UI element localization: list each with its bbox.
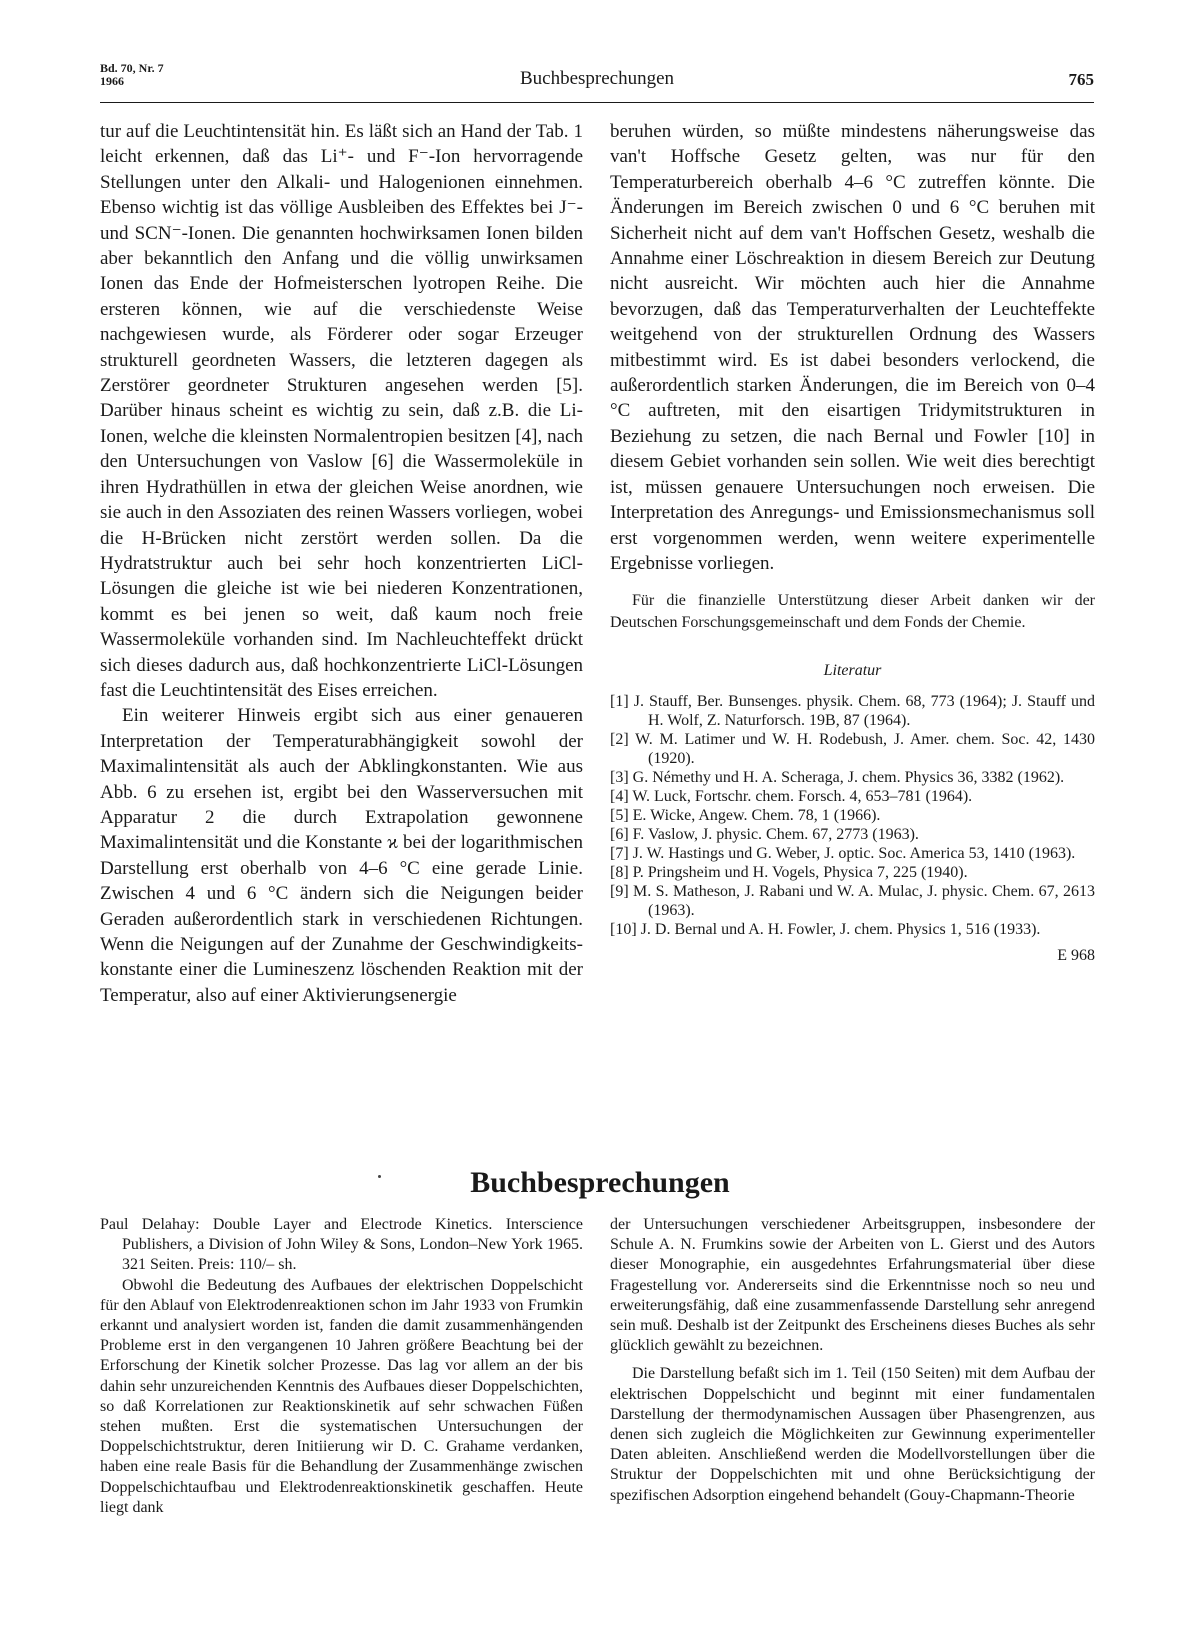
- article-code: E 968: [1057, 947, 1095, 965]
- review-paragraph: Die Darstellung befaßt sich im 1. Teil (150 Seiten) mit dem Aufbau der elektrischen Doppelschicht und beginnt mit einer fundamentalen Darstellung der thermodynamischen Aussagen über Phasengrenzen, aus denen sich zugleich die Möglichkeiten zur Gewinnung experimenteller Daten ableiten. Anschließend werden die Modellvorstellungen über die Struktur der Doppelschichten mit und ohne Berücksichtigung der spezifischen Adsorption eingehend behandelt (Gouy-Chapmann-Theorie: [610, 1365, 1095, 1504]
- review-left-column: [100, 1215, 583, 1518]
- reference-item: [2] W. M. Latimer und W. H. Rodebush, J. Amer. chem. Soc. 42, 1430 (1920).: [610, 731, 1095, 768]
- volume-line: Bd. 70, Nr. 7: [100, 61, 164, 75]
- book-citation: Paul Delahay: Double Layer and Electrode Kinetics. Interscience Publishers, a Division of John Wiley & Sons, London–New York 1965. 321 Seiten. Preis: 110/– sh.: [100, 1216, 583, 1274]
- body-paragraph: beruhen würden, so müßte mindestens näherungsweise das van't Hoffsche Gesetz gelten, was nur für den Temperaturbereich oberhalb 4–6 °C zutreffen könnte. Die Änderungen im Bereich zwischen 0 und 6 °C beruhen mit Sicherheit nicht auf dem van't Hoffschen Gesetz, weshalb die Annahme einer Löschreaktion in diesem Bereich zur Deutung nicht ausreicht. Wir möchten auch hier die Annahme bevorzugen, daß das Temperaturverhalten der Leuchteffekte weitgehend von der strukturellen Ordnung des Wassers mitbestimmt wird. Es ist dabei besonders verlockend, die außerordentlich starken Änderungen, die im Bereich von 0–4 °C auftreten, mit den eisartigen Tridymitstrukturen in Beziehung zu setzen, die nach Bernal und Fowler [10] in diesem Gebiet vorhanden sein sollen. Wie weit dies berechtigt ist, müssen genauere Untersuchungen noch erweisen. Die Interpretation des Anregungs- und Emissionsmechanismus soll erst vorgenommen werden, wenn weitere experimentelle Ergebnisse vorliegen.: [610, 121, 1095, 574]
- review-paragraph: der Untersuchungen verschiedener Arbeitsgruppen, insbesondere der Schule A. N. Frumkins sowie der Arbeiten von L. Gierst und des Autors dieser Monographie, ein ausgedehntes Erfahrungsmaterial über diese Fragestellung vor. Andererseits sind die Erkenntnisse noch so neu und erweiterungsfähig, daß eine zusammenfassende Darstellung sehr anregend sein muß. Deshalb ist der Zeitpunkt des Erscheinens dieses Buches als sehr glücklich gewählt zu bezeichnen.: [610, 1216, 1095, 1355]
- running-title: Buchbesprechungen: [519, 68, 675, 89]
- reference-item: [1] J. Stauff, Ber. Bunsenges. physik. Chem. 68, 773 (1964); J. Stauff und H. Wolf, Z. Naturforsch. 19B, 87 (1964).: [610, 693, 1095, 730]
- review-right-column: [610, 1215, 1095, 1506]
- year-line: 1966: [100, 74, 124, 88]
- reference-item: [5] E. Wicke, Angew. Chem. 78, 1 (1966).: [610, 807, 881, 825]
- section-title: Buchbesprechungen: [470, 1166, 730, 1199]
- literature-heading: Literatur: [823, 662, 882, 680]
- reference-item: [8] P. Pringsheim und H. Vogels, Physica 7, 225 (1940).: [610, 864, 968, 882]
- reference-item: [10] J. D. Bernal und A. H. Fowler, J. chem. Physics 1, 516 (1933).: [610, 921, 1041, 939]
- acknowledgement: Für die finanzielle Unterstützung dieser Arbeit danken wir der Deutschen Forschungsgemeinschaft und dem Fonds der Chemie.: [610, 592, 1095, 632]
- right-column: [610, 119, 1095, 965]
- body-paragraph: tur auf die Leuchtintensität hin. Es läßt sich an Hand der Tab. 1 leicht erkennen, daß das Li⁺- und F⁻-Ion hervorragende Stellungen unter den Alkali- und Halogenionen einnehmen. Ebenso wichtig ist das völlige Ausbleiben des Effektes bei J⁻- und SCN⁻-Ionen. Die genannten hochwirksamen Ionen bilden aber bekanntlich den Anfang und die völlig unwirksamen Ionen das Ende der Hofmeisterschen lyotropen Reihe. Die ersteren können, wie auf die verschiedenste Weise nachgewiesen wurde, als Förderer oder sogar Erzeuger strukturell geordneten Wassers, die letzteren dagegen als Zerstörer geordneter Strukturen angesehen werden [5]. Darüber hinaus scheint es wichtig zu sein, daß z.B. die Li-Ionen, welche die kleinsten Normalentropien besitzen [4], nach den Untersuchungen von Vaslow [6] die Wassermoleküle in ihren Hydrathüllen in etwa der gleichen Weise anordnen, wie sie auch in den Assoziaten des reinen Wassers vorliegen, wobei die H-Brücken nicht zerstört werden sollen. Da die Hydratstruktur auch bei sehr hoch konzentrierten LiCl-Lösungen die gleiche ist wie bei niederen Konzentrationen, kommt es bei jenen so weit, daß kaum noch freie Wassermoleküle vorhanden sind. Im Nachleuchteffekt drückt sich dieses dadurch aus, daß hochkonzentrierte LiCl-Lösungen fast die Leuchtintensität des Eises erreichen.: [100, 121, 583, 701]
- page-number: 765: [1068, 70, 1094, 89]
- reference-item: [6] F. Vaslow, J. physic. Chem. 67, 2773 (1963).: [610, 826, 919, 844]
- reference-item: [3] G. Némethy und H. A. Scheraga, J. chem. Physics 36, 3382 (1962).: [610, 769, 1065, 787]
- page-header: [100, 62, 1094, 103]
- reference-item: [4] W. Luck, Fortschr. chem. Forsch. 4, 653–781 (1964).: [610, 788, 973, 806]
- body-paragraph: Ein weiterer Hinweis ergibt sich aus einer genaueren Interpretation der Temperaturabhängigkeit sowohl der Maximalintensität als auch der Abklingkonstanten. Wie aus Abb. 6 zu ersehen ist, ergibt bei den Wasserversuchen mit Apparatur 2 die durch Extrapolation gewonnene Maximalintensität und die Konstante ϰ bei der logarithmischen Darstellung erst oberhalb von 4–6 °C eine gerade Linie. Zwischen 4 und 6 °C ändern sich die Neigungen beider Geraden außerordentlich stark in verschiedenen Richtungen. Wenn die Neigungen auf der Zunahme der Geschwindigkeitskonstante einer die Lumineszenz löschenden Reaktion mit der Temperatur, also auf einer Aktivierungsenergie: [100, 705, 583, 1006]
- reference-item: [7] J. W. Hastings und G. Weber, J. optic. Soc. America 53, 1410 (1963).: [610, 845, 1076, 863]
- reference-item: [9] M. S. Matheson, J. Rabani und W. A. Mulac, J. physic. Chem. 67, 2613 (1963).: [610, 883, 1095, 920]
- reference-list: [610, 692, 1095, 939]
- left-column: [100, 119, 583, 1008]
- review-paragraph: Obwohl die Bedeutung des Aufbaues der elektrischen Doppelschicht für den Ablauf von Elektrodenreaktionen schon im Jahr 1933 von Frumkin erkannt und analysiert worden ist, fanden die damit zusammenhängenden Probleme erst in den vergangenen 10 Jahren größere Beachtung bei der Erforschung der Kinetik solcher Prozesse. Das lag vor allem an der bis dahin sehr unzureichenden Kenntnis des Aufbaues dieser Doppelschichten, so daß Korrelationen zur Reaktionskinetik auf sehr schwachen Füßen stehen mußten. Erst die systematischen Untersuchungen der Doppelschichtstruktur, deren Initiierung wir D. C. Grahame verdanken, haben eine reale Basis für die Behandlung der Zusammenhänge zwischen Doppelschichtaufbau und Elektrodenreaktionskinetik geschaffen. Heute liegt dank: [100, 1276, 583, 1516]
